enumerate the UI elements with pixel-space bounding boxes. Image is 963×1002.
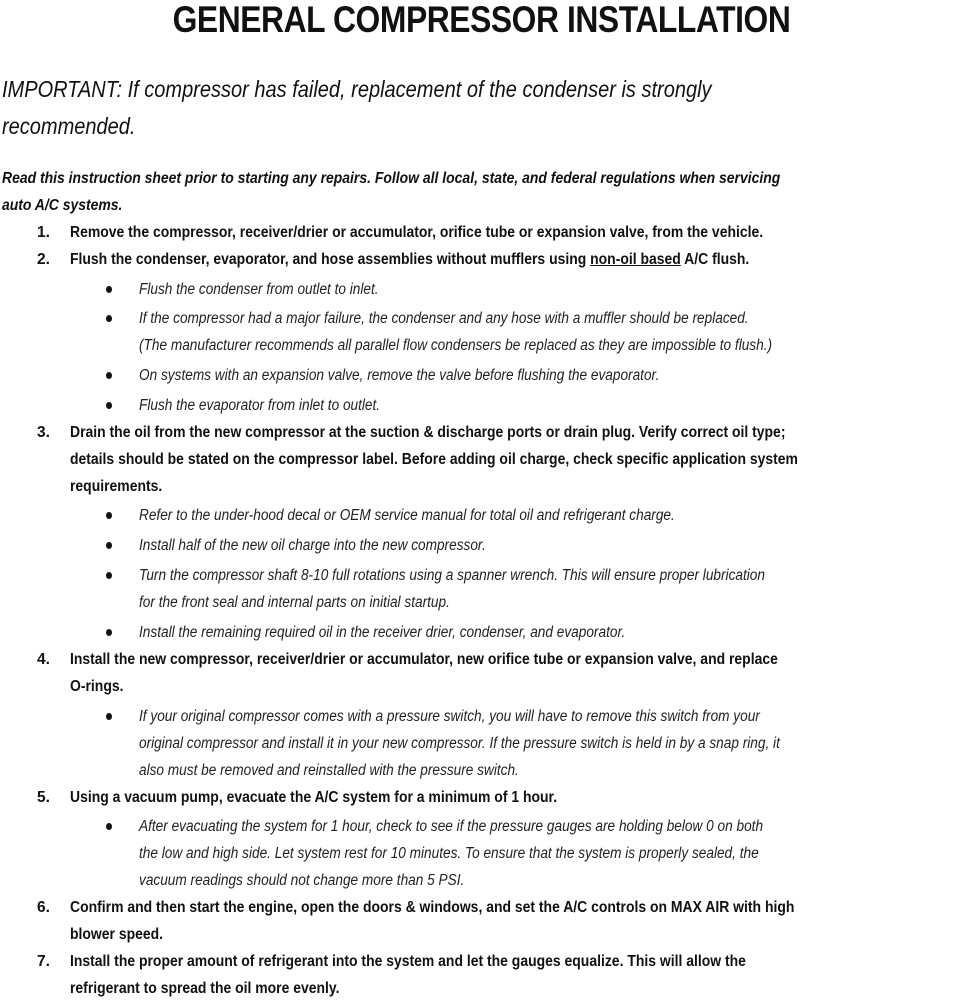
- bullet-text: Refer to the under-hood decal or OEM service manual for total oil and refrigerant charge.: [139, 507, 675, 524]
- step-number: 2.: [37, 251, 50, 268]
- bullet-text: Flush the evaporator from inlet to outlet.: [139, 397, 381, 414]
- bullet-text: for the front seal and internal parts on initial startup.: [139, 594, 450, 611]
- bullet-text: After evacuating the system for 1 hour, check to see if the pressure gauges are holding below 0 on both: [139, 818, 764, 835]
- bullet-icon: [106, 713, 112, 720]
- step-number: 7.: [37, 953, 50, 970]
- step-text: details should be stated on the compressor label. Before adding oil charge, check specific application system: [70, 451, 798, 468]
- step-text: Confirm and then start the engine, open the doors & windows, and set the A/C controls on MAX AIR with high: [70, 899, 795, 916]
- step-text: refrigerant to spread the oil more evenly.: [70, 980, 340, 997]
- bullet-text: the low and high side. Let system rest for 10 minutes. To ensure that the system is properly sealed, the: [139, 845, 759, 862]
- step-text: Remove the compressor, receiver/drier or accumulator, orifice tube or expansion valve, from the vehicle.: [70, 224, 764, 241]
- page-title: GENERAL COMPRESSOR INSTALLATION: [172, 0, 791, 40]
- bullet-text: If your original compressor comes with a pressure switch, you will have to remove this switch from your: [139, 708, 760, 725]
- bullet-icon: [106, 823, 112, 830]
- step-text: Install the proper amount of refrigerant into the system and let the gauges equalize. This will allow the: [70, 953, 746, 970]
- bullet-text: vacuum readings should not change more than 5 PSI.: [139, 872, 465, 889]
- bullet-text: If the compressor had a major failure, the condenser and any hose with a muffler should be replaced.: [139, 310, 749, 327]
- step-text: Using a vacuum pump, evacuate the A/C system for a minimum of 1 hour.: [70, 789, 558, 806]
- bullet-text: also must be removed and reinstalled with the pressure switch.: [139, 762, 519, 779]
- step-number: 6.: [37, 899, 50, 916]
- intro-line-1: Read this instruction sheet prior to starting any repairs. Follow all local, state, and federal regulations when servicing: [2, 170, 781, 187]
- step-text: [70, 246, 749, 273]
- bullet-text: Install half of the new oil charge into the new compressor.: [139, 537, 486, 554]
- step-text-part: Flush the condenser, evaporator, and hose assemblies without mufflers using: [70, 251, 591, 268]
- bullet-icon: [106, 542, 112, 549]
- important-notice-line-2: recommended.: [2, 113, 136, 139]
- underlined-emphasis: non-oil based: [590, 251, 681, 268]
- important-notice-line-1: IMPORTANT: If compressor has failed, replacement of the condenser is strongly: [2, 76, 712, 102]
- bullet-icon: [106, 372, 112, 379]
- bullet-text: (The manufacturer recommends all parallel flow condensers be replaced as they are impossible to flush.): [139, 337, 773, 354]
- bullet-text: original compressor and install it in your new compressor. If the pressure switch is held in by a snap ring, it: [139, 735, 780, 752]
- step-number: 3.: [37, 424, 50, 441]
- bullet-icon: [106, 315, 112, 322]
- bullet-icon: [106, 512, 112, 519]
- bullet-icon: [106, 629, 112, 636]
- intro-line-2: auto A/C systems.: [2, 197, 123, 214]
- step-number: 4.: [37, 651, 50, 668]
- step-text: Drain the oil from the new compressor at the suction & discharge ports or drain plug. Verify correct oil type;: [70, 424, 786, 441]
- bullet-text: On systems with an expansion valve, remove the valve before flushing the evaporator.: [139, 367, 660, 384]
- bullet-icon: [106, 572, 112, 579]
- step-text-part: A/C flush.: [680, 251, 750, 268]
- step-number: 1.: [37, 224, 50, 241]
- step-text: O-rings.: [70, 678, 124, 695]
- step-text: blower speed.: [70, 926, 164, 943]
- step-text: Install the new compressor, receiver/drier or accumulator, new orifice tube or expansion valve, and replace: [70, 651, 778, 668]
- bullet-icon: [106, 402, 112, 409]
- step-text: requirements.: [70, 478, 163, 495]
- bullet-text: Flush the condenser from outlet to inlet.: [139, 281, 379, 298]
- step-number: 5.: [37, 789, 50, 806]
- bullet-text: Turn the compressor shaft 8-10 full rotations using a spanner wrench. This will ensure proper lubrication: [139, 567, 765, 584]
- bullet-icon: [106, 286, 112, 293]
- bullet-text: Install the remaining required oil in the receiver drier, condenser, and evaporator.: [139, 624, 626, 641]
